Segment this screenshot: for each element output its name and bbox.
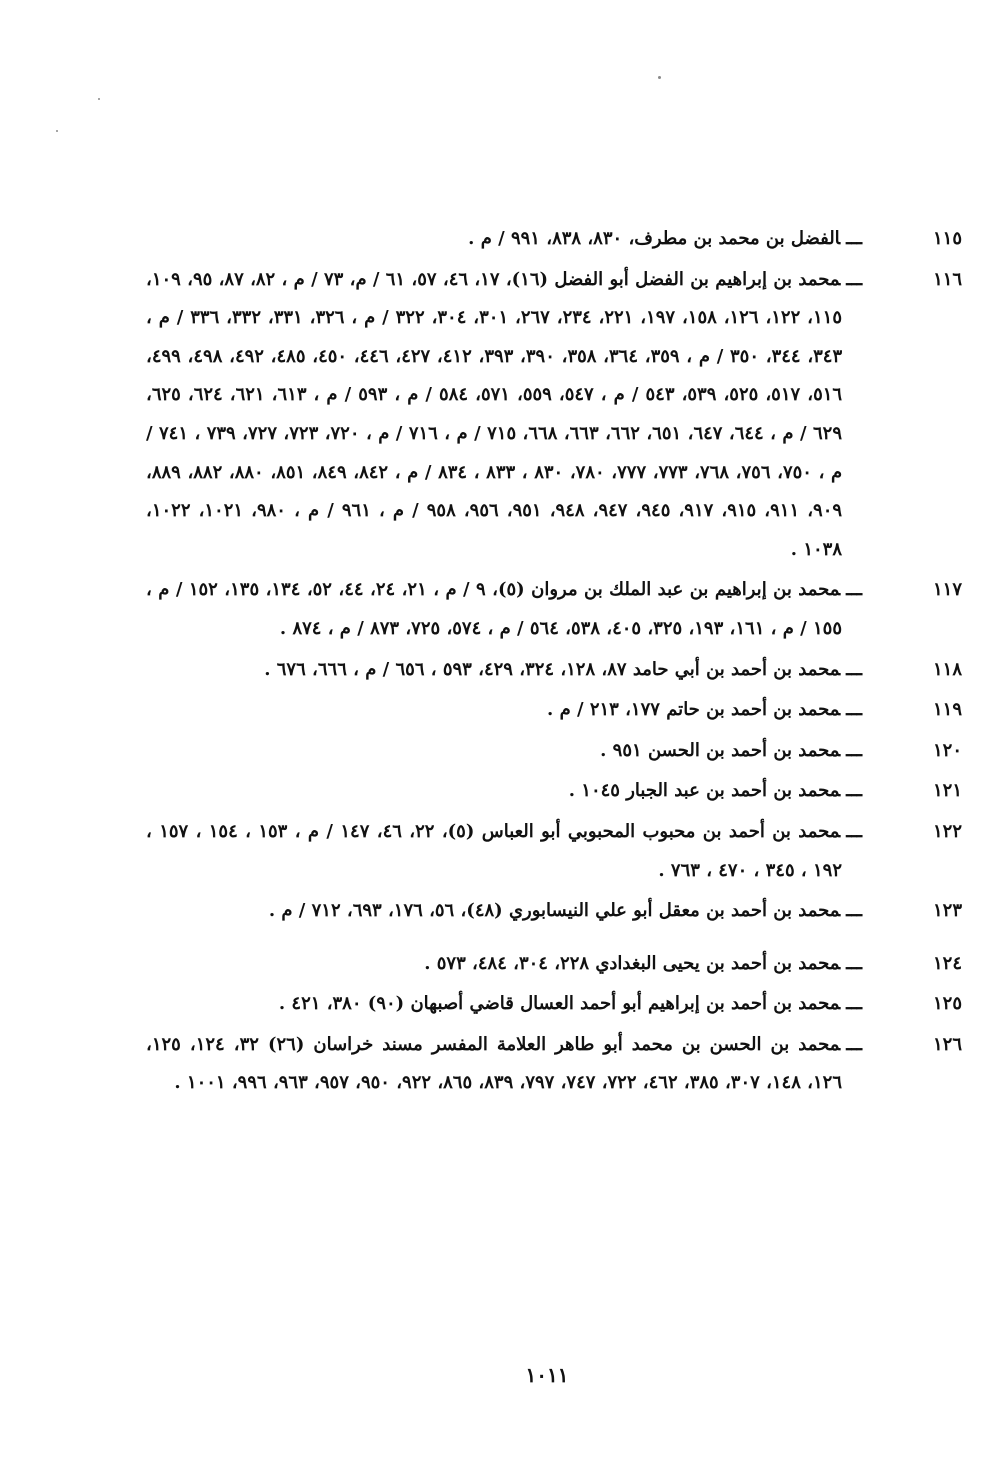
entry-number: ١٢٥ xyxy=(932,993,962,1015)
entry-dash: ـــ xyxy=(846,658,862,680)
entry-text: محمد بن إبراهيم بن الفضل أبو الفضل (١٦)، ١٧، ٤٦، ٥٧، ٦١ / م، ٧٣ / م ، ٨٢، ٨٧، ٩٥، ١٠٩، ١١٥، ١٢٢، ١٢٦، ١٥٨، ١٩٧، ٢٢١، ٢٣٤، ٢٦٧، ٣٠١، ٣٠٤، ٣٢٢ / م ، ٣٢٦، ٣٣١، ٣٣٢، ٣٣٦ / م ، ٣٤٣، ٣٤٤، ٣٥٠ / م ، ٣٥٩، ٣٦٤، ٣٥٨، ٣٩٠، ٣٩٣، ٤١٢، ٤٢٧، ٤٤٦، ٤٥٠، ٤٨٥، ٤٩٢، ٤٩٨، ٤٩٩، ٥١٦، ٥١٧، ٥٢٥، ٥٣٩، ٥٤٣ / م ، ٥٤٧، ٥٥٩، ٥٧١، ٥٨٤ / م ، ٥٩٣ / م ، ٦١٣، ٦٢١، ٦٢٤، ٦٢٥، ٦٢٩ / م ، ٦٤٤، ٦٤٧، ٦٥١، ٦٦٢، ٦٦٣، ٦٦٨، ٧١٥ / م ، ٧١٦ / م ، ٧٢٠، ٧٢٣، ٧٢٧، ٧٣٩ ، ٧٤١ / م ، ٧٥٠، ٧٥٦، ٧٦٨، ٧٧٣، ٧٧٧، ٧٨٠، ٨٣٠ ، ٨٣٣ ، ٨٣٤ / م ، ٨٤٢، ٨٤٩، ٨٥١، ٨٨٠، ٨٨٢، ٨٨٩، ٩٠٩، ٩١١، ٩١٥، ٩١٧، ٩٤٥، ٩٤٧، ٩٤٨، ٩٥١، ٩٥٦، ٩٥٨ / م ، ٩٦١ / م ، ٩٨٠، ١٠٢١، ١٠٢٢، ١٠٣٨ . xyxy=(146,268,843,560)
index-entry-115 xyxy=(146,220,962,259)
entry-dash: ـــ xyxy=(846,820,863,842)
index-entry-123 xyxy=(146,892,962,931)
entry-number: ١٢٦ xyxy=(933,1033,963,1055)
index-entry-116 xyxy=(146,261,963,570)
entry-number: ١١٧ xyxy=(932,579,962,601)
entry-number: ١٢٣ xyxy=(932,900,962,922)
entry-text: محمد بن الحسن بن محمد أبو طاهر العلامة المفسر مسند خراسان (٢٦) ٣٢، ١٢٤، ١٢٥، ١٢٦، ١٤٨، ٣٠٧، ٣٨٥، ٤٦٢، ٧٢٢، ٧٤٧، ٧٩٧، ٨٣٩، ٨٦٥، ٩٢٢، ٩٥٠، ٩٥٧، ٩٦٣، ٩٩٦، ١٠٠١ . xyxy=(146,1033,842,1094)
index-entry-119 xyxy=(146,691,962,730)
entry-dash: ـــ xyxy=(846,268,863,290)
entry-dash: ـــ xyxy=(846,780,862,802)
entry-dash: ـــ xyxy=(846,739,862,761)
entry-text: محمد بن أحمد بن محبوب المحبوبي أبو العباس (٥)، ٢٢، ٤٦، ١٤٧ / م ، ١٥٣ ، ١٥٤ ، ١٥٧ ، ١٩٢ ، ٣٤٥ ، ٤٧٠ ، ٧٦٣ . xyxy=(146,820,842,881)
index-entry-118 xyxy=(146,651,962,690)
entry-text: الفضل بن محمد بن مطرف، ٨٣٠، ٨٣٨، ٩٩١ / م . xyxy=(468,228,841,249)
entry-dash: ـــ xyxy=(846,1033,863,1055)
entry-number: ١٢١ xyxy=(932,780,962,802)
entry-text: محمد بن أحمد بن عبد الجبار ١٠٤٥ . xyxy=(568,780,841,802)
index-entry-126 xyxy=(146,1026,963,1103)
entry-number: ١١٦ xyxy=(933,268,963,290)
entry-dash: ـــ xyxy=(846,699,862,721)
entry-text: محمد بن أحمد بن يحيى البغدادي ٢٢٨، ٣٠٤، ٤٨٤، ٥٧٣ . xyxy=(424,952,841,974)
index-entry-122 xyxy=(146,813,963,890)
entry-text: محمد بن أحمد بن معقل أبو علي النيسابوري (٤٨)، ٥٦، ١٧٦، ٦٩٣، ٧١٢ / م . xyxy=(268,900,841,922)
index-entry-120 xyxy=(146,732,962,771)
page-number: ١٠١١ xyxy=(525,1363,569,1387)
entry-dash: ـــ xyxy=(846,579,862,601)
entry-text: محمد بن أحمد بن أبي حامد ٨٧، ١٢٨، ٣٢٤، ٤٢٩، ٥٩٣ ، ٦٥٦ / م ، ٦٦٦، ٦٧٦ . xyxy=(264,658,841,680)
index-entry-117 xyxy=(146,571,962,648)
index-entry-125 xyxy=(146,985,962,1024)
scan-speck xyxy=(98,98,100,100)
entry-dash: ـــ xyxy=(846,952,862,974)
entry-dash: ـــ xyxy=(846,228,862,249)
scan-speck xyxy=(658,76,661,79)
entry-number: ١٢٢ xyxy=(933,820,963,842)
entry-dash: ـــ xyxy=(846,900,862,922)
entry-dash: ـــ xyxy=(846,993,862,1015)
entry-text: محمد بن أحمد بن الحسن ٩٥١ . xyxy=(600,739,841,761)
entry-number: ١١٨ xyxy=(932,658,962,680)
index-entry-121 xyxy=(146,772,962,811)
entry-number: ١٢٠ xyxy=(932,739,962,761)
entry-text: محمد بن أحمد بن إبراهيم أبو أحمد العسال قاضي أصبهان (٩٠) ٣٨٠، ٤٢١ . xyxy=(278,993,841,1015)
scan-speck xyxy=(56,130,58,132)
entry-number: ١١٩ xyxy=(932,699,962,721)
entry-number: ١٢٤ xyxy=(932,952,962,974)
index-entries xyxy=(146,220,963,1105)
entry-text: محمد بن أحمد بن حاتم ١٧٧، ٢١٣ / م . xyxy=(547,699,841,721)
index-entry-124 xyxy=(146,945,962,984)
entry-text: محمد بن إبراهيم بن عبد الملك بن مروان (٥)، ٩ / م ، ٢١، ٢٤، ٤٤، ٥٢، ١٣٤، ١٣٥، ١٥٢ / م ، ١٥٥ / م ، ١٦١، ١٩٣، ٣٢٥، ٤٠٥، ٥٣٨، ٥٦٤ / م ، ٥٧٤، ٧٢٥، ٨٧٣ / م ، ٨٧٤ . xyxy=(146,579,842,639)
entry-number: ١١٥ xyxy=(932,228,962,249)
